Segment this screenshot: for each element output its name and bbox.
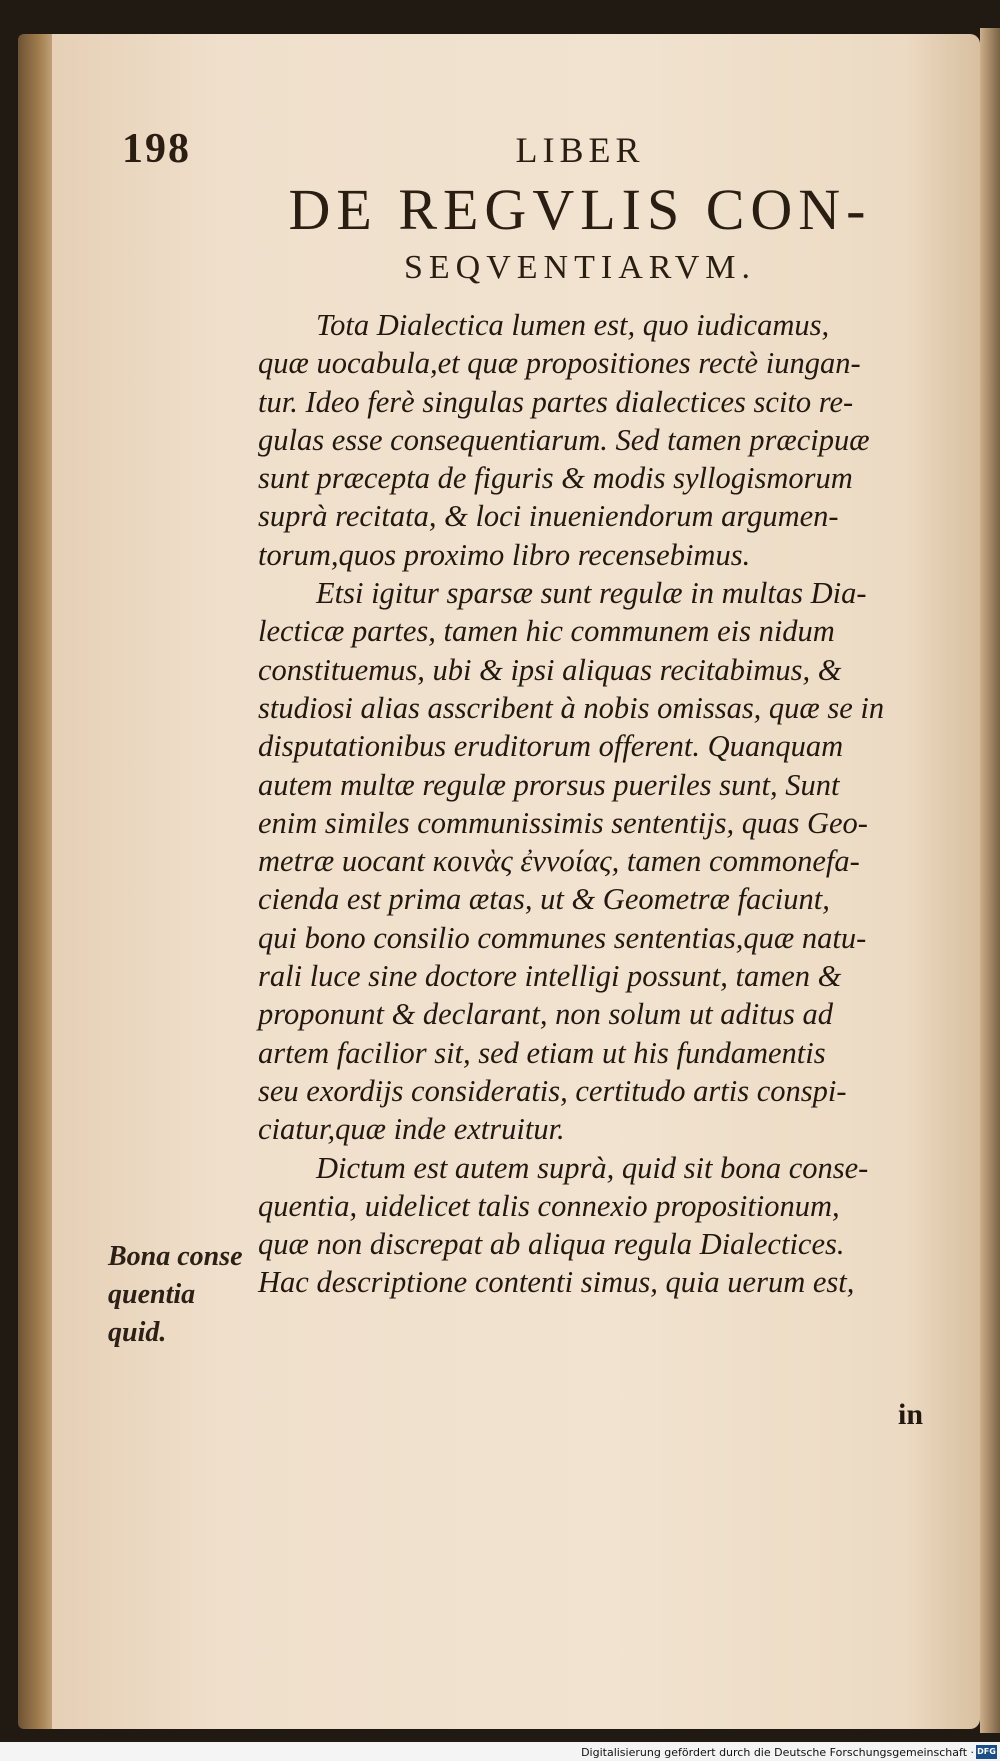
margin-note-line: quid. (108, 1317, 167, 1348)
body-line: metræ uocant κοινὰς ἐννοίας, tamen commonefa- (258, 844, 860, 879)
page-number: 198 (122, 126, 191, 172)
body-line: seu exordijs consideratis, certitudo artis conspi- (258, 1073, 847, 1108)
book-page-edge-left (18, 34, 56, 1729)
title-line-3: SEQVENTIARVM. (404, 249, 756, 286)
margin-note (108, 1238, 243, 1352)
body-line: suprà recitata, & loci inueniendorum argumen- (258, 499, 839, 534)
margin-note-line: Bona conse (108, 1241, 243, 1272)
body-line: autem multæ regulæ prorsus pueriles sunt, Sunt (258, 767, 840, 802)
title-line-1: LIBER (515, 130, 645, 170)
body-line: Etsi igitur sparsæ sunt regulæ in multas Dia- (316, 576, 867, 611)
body-line: artem facilior sit, sed etiam ut his fundamentis (258, 1035, 826, 1070)
body-line: cienda est prima ætas, ut & Geometræ faciunt, (258, 882, 830, 917)
body-line: Hac descriptione contenti simus, quia uerum est, (258, 1265, 855, 1300)
body-line: Tota Dialectica lumen est, quo iudicamus, (316, 308, 830, 342)
body-line: quæ uocabula,et quæ propositiones rectè iungan- (258, 346, 861, 381)
body-line: enim similes communissimis sententijs, quas Geo- (258, 805, 868, 840)
body-line: Dictum est autem suprà, quid sit bona conse- (316, 1150, 869, 1185)
dfg-logo: DFG (976, 1745, 997, 1759)
body-line: tur. Ideo ferè singulas partes dialectices scito re- (258, 384, 854, 419)
body-line: qui bono consilio communes sententias,quæ natu- (258, 920, 867, 955)
funding-credit: Digitalisierung gefördert durch die Deutsche Forschungsgemeinschaft · (581, 1746, 974, 1759)
body-line: rali luce sine doctore intelligi possunt, tamen & (258, 959, 842, 994)
chapter-title (260, 128, 900, 290)
body-line: proponunt & declarant, non solum ut aditus ad (258, 997, 833, 1032)
margin-note-line: quentia (108, 1279, 196, 1310)
body-line: ciatur,quæ inde extruitur. (258, 1112, 565, 1147)
body-text (258, 306, 933, 1302)
body-line: constituemus, ubi & ipsi aliquas recitabimus, & (258, 652, 842, 687)
body-line: torum,quos proximo libro recensebimus. (258, 537, 751, 572)
body-line: gulas esse consequentiarum. Sed tamen præcipuæ (258, 422, 870, 457)
body-line: lecticæ partes, tamen hic communem eis nidum (258, 614, 835, 649)
title-line-2: DE REGVLIS CON- (288, 177, 872, 242)
body-line: quentia, uidelicet talis connexio propositionum, (258, 1188, 840, 1223)
body-line: studiosi alias asscribent à nobis omissas, quæ se in (258, 690, 885, 725)
body-line: quæ non discrepat ab aliqua regula Dialectices. (258, 1227, 845, 1262)
body-line: disputationibus eruditorum offerent. Quanquam (258, 729, 844, 764)
footer-bar (0, 1742, 1000, 1761)
book-page-edge-right (980, 28, 1000, 1733)
body-line: sunt præcepta de figuris & modis syllogismorum (258, 461, 853, 496)
catchword: in (898, 1398, 924, 1431)
